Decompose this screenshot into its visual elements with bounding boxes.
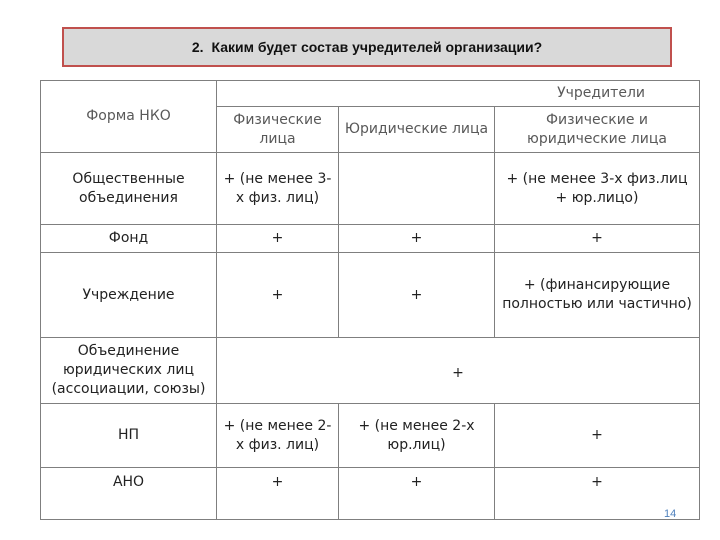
- founders-table: [40, 80, 700, 520]
- row-label: НП: [41, 404, 217, 468]
- title-text: Каким будет состав учредителей организации?: [211, 39, 543, 55]
- table-row: [41, 404, 700, 468]
- table-row: [41, 253, 700, 338]
- cell-both: +: [495, 404, 700, 468]
- cell-all-columns: +: [217, 338, 700, 404]
- cell-legal-entities: +: [339, 225, 495, 253]
- cell-both: +: [495, 225, 700, 253]
- cell-individuals: + (не менее 2-х физ. лиц): [217, 404, 339, 468]
- slide-title: [62, 27, 672, 67]
- cell-legal-entities: [339, 153, 495, 225]
- column-header-both: Физические и юридические лица: [495, 107, 700, 153]
- row-label: АНО: [41, 468, 217, 520]
- cell-individuals: +: [217, 468, 339, 520]
- row-label: Общественные объединения: [41, 153, 217, 225]
- table-row: [41, 225, 700, 253]
- table-row: [41, 338, 700, 404]
- column-header-individuals: Физические лица: [217, 107, 339, 153]
- cell-individuals: +: [217, 225, 339, 253]
- row-label: Фонд: [41, 225, 217, 253]
- column-header-legal-entities: Юридические лица: [339, 107, 495, 153]
- title-number: 2.: [191, 39, 204, 55]
- table-row: [41, 153, 700, 225]
- cell-individuals: + (не менее 3-х физ. лиц): [217, 153, 339, 225]
- cell-both: + (финансирующие полностью или частично): [495, 253, 700, 338]
- page-number: 14: [664, 508, 677, 520]
- cell-legal-entities: +: [339, 468, 495, 520]
- cell-legal-entities: +: [339, 253, 495, 338]
- corner-header: Форма НКО: [41, 81, 217, 153]
- cell-both: +: [495, 468, 700, 520]
- row-label: Объединение юридических лиц (ассоциации, союзы): [41, 338, 217, 404]
- row-label: Учреждение: [41, 253, 217, 338]
- cell-legal-entities: + (не менее 2-х юр.лиц): [339, 404, 495, 468]
- table-row: [41, 468, 700, 520]
- cell-individuals: +: [217, 253, 339, 338]
- group-header: Учредители: [217, 81, 700, 107]
- cell-both: + (не менее 3-х физ.лиц + юр.лицо): [495, 153, 700, 225]
